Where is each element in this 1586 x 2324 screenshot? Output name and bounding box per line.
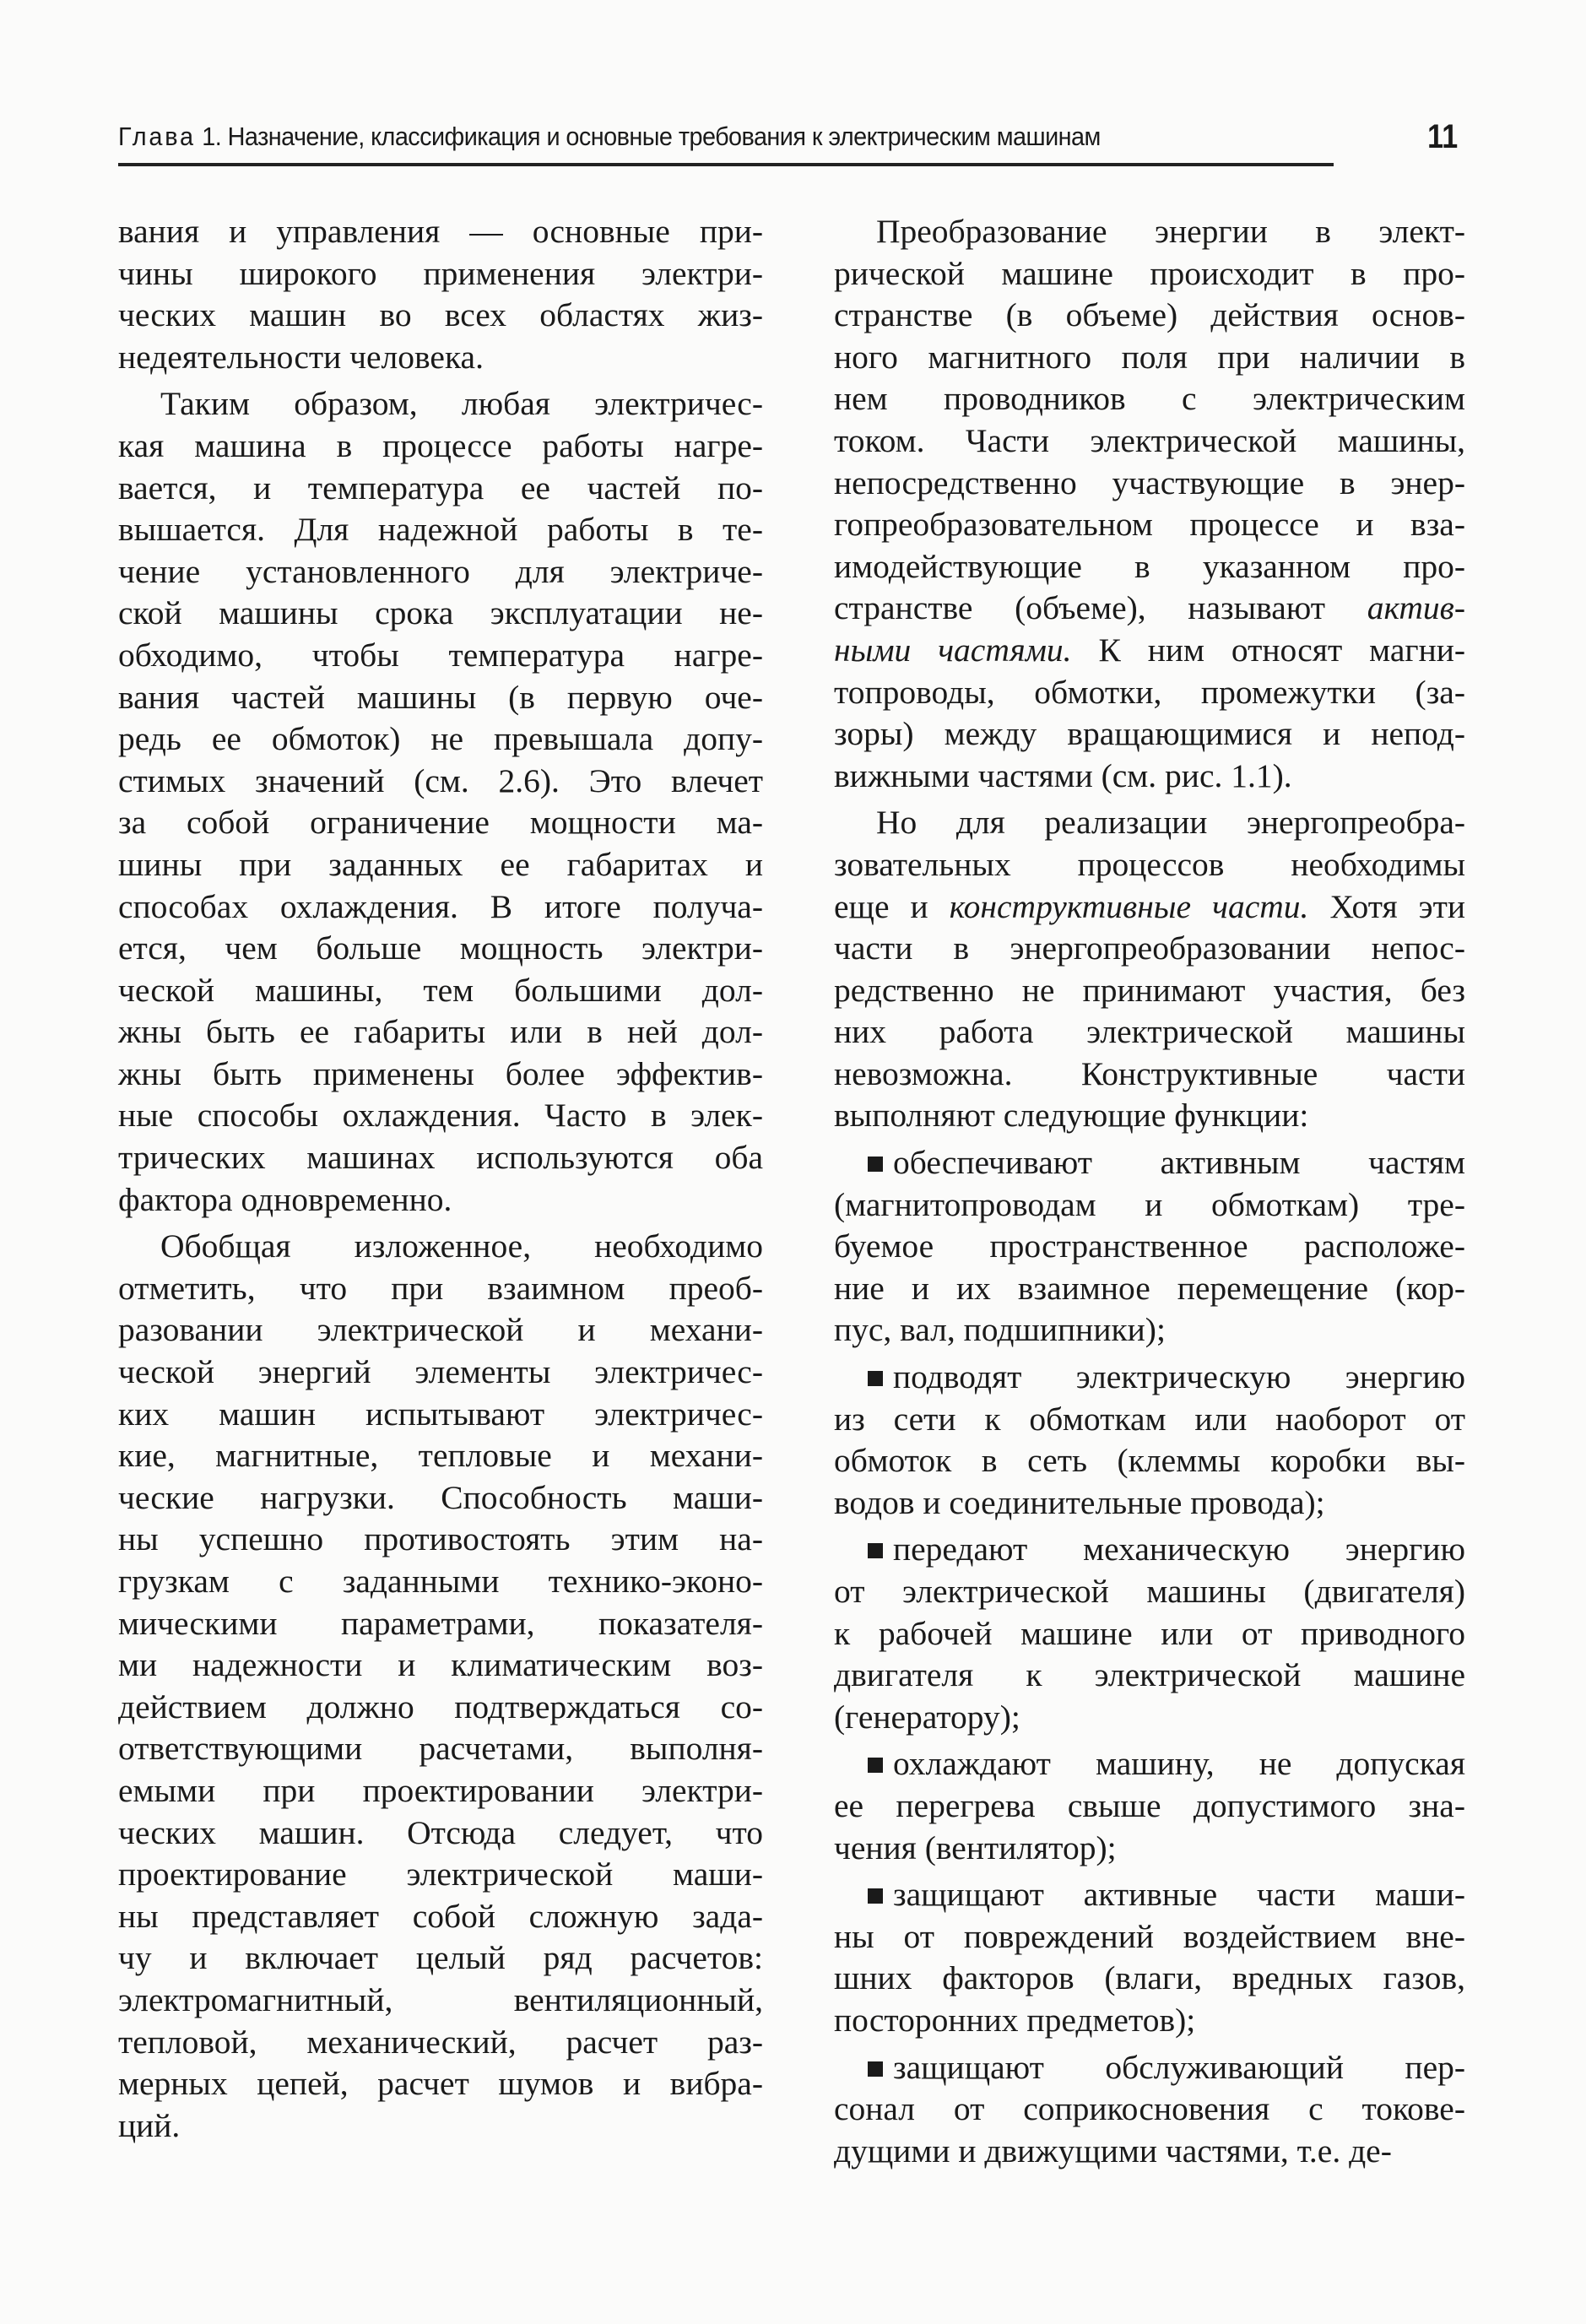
text-line <box>834 1011 1465 1054</box>
text-line <box>118 1519 763 1561</box>
text-run: мерных цепей, расчет шумов и вибра- <box>118 2065 763 2103</box>
text-line <box>834 1399 1465 1441</box>
text-line <box>118 1394 763 1436</box>
text-line <box>118 1854 763 1896</box>
text-run: ее перегрева свыше допустимого зна- <box>834 1786 1465 1824</box>
text-line <box>118 1179 763 1222</box>
text-line <box>834 2000 1465 2042</box>
text-run: топроводы, обмотки, промежутки (за- <box>834 673 1465 711</box>
text-line <box>118 844 763 886</box>
text-run: зоры) между вращающимися и непод- <box>834 715 1465 753</box>
text-run: проектирование электрической маши- <box>118 1855 763 1893</box>
text-run: ответствующими расчетами, выполня- <box>118 1730 763 1768</box>
text-line <box>834 1874 1465 1916</box>
text-run: ми надежности и климатическим воз- <box>118 1646 763 1684</box>
text-line <box>834 1482 1465 1525</box>
text-run: стимых значений (см. 2.6). Это влечет <box>118 761 763 799</box>
text-line <box>118 1937 763 1980</box>
bullet-square-icon <box>868 2061 883 2077</box>
text-line <box>834 756 1465 798</box>
text-run: вижными частями (см. рис. 1.1). <box>834 756 1292 794</box>
text-line <box>834 1226 1465 1268</box>
text-run: Таким образом, любая электричес- <box>160 385 763 423</box>
text-line <box>834 1655 1465 1697</box>
emphasis-term: актив- <box>1367 589 1465 627</box>
text-run: имодействующие в указанном про- <box>834 547 1465 585</box>
text-run: тепловой, механический, расчет раз- <box>118 2023 763 2061</box>
text-run: обеспечивают активным частям <box>893 1144 1465 1182</box>
left-column <box>118 211 763 2152</box>
text-line <box>118 295 763 337</box>
text-run: пус, вал, подшипники); <box>834 1311 1166 1349</box>
text-line <box>834 1697 1465 1739</box>
text-line <box>834 295 1465 337</box>
text-line <box>834 588 1465 630</box>
text-run: обмоток в сеть (клеммы коробки вы- <box>834 1442 1465 1480</box>
text-line <box>118 337 763 379</box>
text-run: ческих машин во всех областях жиз- <box>118 296 763 334</box>
bullet-square-icon <box>868 1758 883 1773</box>
emphasis-term: ными частями. <box>834 631 1072 669</box>
text-run: подводят электрическую энергию <box>893 1358 1465 1396</box>
text-line <box>118 2022 763 2064</box>
text-line <box>834 844 1465 886</box>
text-run: передают механическую энергию <box>893 1530 1465 1568</box>
text-line <box>834 337 1465 379</box>
header-rule <box>118 163 1334 166</box>
chapter-word: Глава <box>118 122 196 151</box>
text-line <box>118 1728 763 1770</box>
text-line <box>118 1435 763 1477</box>
bullet-item <box>834 1142 1465 1352</box>
text-run: отметить, что при взаимном преоб- <box>118 1269 763 1307</box>
text-run: сонал от соприкосновения с токове- <box>834 2090 1465 2128</box>
bullet-item <box>834 1357 1465 1524</box>
text-line <box>834 463 1465 505</box>
text-line <box>118 1561 763 1603</box>
text-line <box>118 551 763 593</box>
text-run: шних факторов (влаги, вредных газов, <box>834 1959 1465 1997</box>
text-line <box>118 2063 763 2105</box>
text-run: ческих машин. Отсюда следует, что <box>118 1813 763 1851</box>
text-line <box>834 504 1465 546</box>
text-line <box>834 1613 1465 1655</box>
bullet-square-icon <box>868 1888 883 1904</box>
text-run: к рабочей машине или от приводного <box>834 1614 1465 1652</box>
text-run: вания частей машины (в первую оче- <box>118 678 763 716</box>
text-run: Преобразование энергии в элект- <box>876 213 1465 250</box>
text-line <box>118 253 763 295</box>
text-line <box>834 2088 1465 2131</box>
text-run: из сети к обмоткам или наоборот от <box>834 1400 1465 1438</box>
text-line <box>118 761 763 803</box>
chapter-title <box>118 122 1101 152</box>
text-run: посторонних предметов); <box>834 2001 1196 2039</box>
text-line <box>834 253 1465 295</box>
text-line <box>118 1980 763 2022</box>
text-line <box>118 2105 763 2148</box>
text-run: ций. <box>118 2106 181 2144</box>
text-line <box>118 1268 763 1310</box>
paragraph <box>118 383 763 1221</box>
text-line <box>118 802 763 844</box>
text-line <box>834 2047 1465 2089</box>
chapter-name: 1. Назначение, классификация и основные требования к электрическим машинам <box>202 122 1101 151</box>
text-line <box>834 802 1465 844</box>
text-run: рической машине происходит в про- <box>834 254 1465 292</box>
text-run: от электрической машины (двигателя) <box>834 1573 1465 1610</box>
text-line <box>834 378 1465 420</box>
paragraph <box>834 211 1465 797</box>
text-line <box>118 1011 763 1054</box>
text-run: чины широкого применения электри- <box>118 254 763 292</box>
text-run: трических машинах используются оба <box>118 1139 763 1177</box>
text-run: гопреобразовательном процессе и вза- <box>834 506 1465 544</box>
text-line <box>118 1687 763 1729</box>
text-line <box>834 211 1465 253</box>
text-run: вышается. Для надежной работы в те- <box>118 511 763 549</box>
text-line <box>834 1743 1465 1785</box>
text-line <box>834 1828 1465 1870</box>
text-run: ческой машины, тем большими дол- <box>118 971 763 1009</box>
text-line <box>118 468 763 510</box>
running-header <box>118 118 1469 169</box>
text-run: способах охлаждения. В итоге получа- <box>118 887 763 925</box>
text-run: ние и их взаимное перемещение (кор- <box>834 1269 1465 1307</box>
text-line <box>118 1603 763 1645</box>
text-line <box>834 1095 1465 1137</box>
text-run: ской машины срока эксплуатации не- <box>118 594 763 632</box>
text-run: жны быть применены более эффектив- <box>118 1054 763 1092</box>
text-line <box>834 1529 1465 1571</box>
text-line <box>834 1268 1465 1310</box>
bullet-item <box>834 2047 1465 2173</box>
text-line <box>834 420 1465 463</box>
text-line <box>834 1309 1465 1352</box>
text-line <box>118 1352 763 1394</box>
text-run: странстве (объеме), называют <box>834 589 1367 627</box>
text-run: еще и <box>834 887 950 925</box>
text-line <box>118 1644 763 1687</box>
text-line <box>118 425 763 468</box>
text-run: Но для реализации энергопреобра- <box>876 804 1465 842</box>
text-line <box>834 886 1465 929</box>
text-run: ческие нагрузки. Способность маши- <box>118 1478 763 1516</box>
bullet-item <box>834 1874 1465 2041</box>
text-run: ется, чем больше мощность электри- <box>118 929 763 967</box>
text-run: буемое пространственное расположе- <box>834 1227 1465 1265</box>
text-run: Обобщая изложенное, необходимо <box>160 1227 763 1265</box>
text-run: (магнитопроводам и обмоткам) тре- <box>834 1185 1465 1223</box>
text-run: них работа электрической машины <box>834 1013 1465 1051</box>
text-run: чение установленного для электриче- <box>118 552 763 590</box>
text-run: дущими и движущими частями, т.е. де- <box>834 2132 1392 2170</box>
text-line <box>834 1440 1465 1482</box>
paragraph <box>834 802 1465 1137</box>
text-run: защищают активные части маши- <box>893 1876 1465 1914</box>
right-column <box>834 211 1465 2177</box>
text-line <box>834 928 1465 970</box>
text-run: охлаждают машину, не допуская <box>893 1745 1465 1783</box>
text-line <box>118 635 763 677</box>
text-run: чу и включает целый ряд расчетов: <box>118 1939 763 1977</box>
text-run: редственно не принимают участия, без <box>834 971 1465 1009</box>
text-run: током. Части электрической машины, <box>834 421 1465 459</box>
text-run: нем проводников с электрическим <box>834 380 1465 418</box>
text-line <box>834 1357 1465 1399</box>
bullet-item <box>834 1529 1465 1738</box>
text-run: ные способы охлаждения. Часто в элек- <box>118 1097 763 1135</box>
text-line <box>834 1571 1465 1613</box>
text-line <box>118 886 763 929</box>
text-run: вается, и температура ее частей по- <box>118 469 763 507</box>
text-run: непосредственно участвующие в энер- <box>834 463 1465 501</box>
text-run: обходимо, чтобы температура нагре- <box>118 636 763 674</box>
text-run: разовании электрической и механи- <box>118 1311 763 1349</box>
emphasis-term: конструктивные части. <box>949 887 1309 925</box>
text-line <box>118 1226 763 1268</box>
text-run: емыми при проектировании электри- <box>118 1771 763 1809</box>
text-line <box>118 1896 763 1938</box>
text-line <box>118 718 763 761</box>
text-run: странстве (в объеме) действия основ- <box>834 296 1465 334</box>
text-line <box>118 928 763 970</box>
paragraph <box>118 211 763 378</box>
text-run: защищают обслуживающий пер- <box>893 2048 1465 2086</box>
text-line <box>118 1770 763 1812</box>
text-line <box>834 1184 1465 1227</box>
bullet-item <box>834 1743 1465 1869</box>
text-run: за собой ограничение мощности ма- <box>118 804 763 842</box>
text-line <box>118 383 763 425</box>
text-run: кая машина в процессе работы нагре- <box>118 426 763 464</box>
text-line <box>118 211 763 253</box>
text-run: ких машин испытывают электричес- <box>118 1395 763 1433</box>
text-run: кие, магнитные, тепловые и механи- <box>118 1437 763 1475</box>
text-line <box>834 1958 1465 2000</box>
text-run: части в энергопреобразовании непос- <box>834 929 1465 967</box>
text-run: Хотя эти <box>1308 887 1466 925</box>
text-run: ческой энергий элементы электричес- <box>118 1353 763 1391</box>
text-run: невозможна. Конструктивные части <box>834 1054 1465 1092</box>
text-run: ны представляет собой сложную зада- <box>118 1897 763 1935</box>
bullet-square-icon <box>868 1543 883 1558</box>
text-line <box>118 1309 763 1352</box>
text-run: выполняют следующие функции: <box>834 1097 1309 1135</box>
text-line <box>118 1477 763 1520</box>
text-line <box>834 1142 1465 1184</box>
text-line <box>834 630 1465 672</box>
text-line <box>118 677 763 719</box>
page-number: 11 <box>1426 118 1458 155</box>
text-run: ны успешно противостоять этим на- <box>118 1520 763 1558</box>
text-line <box>118 1812 763 1855</box>
text-line <box>834 546 1465 588</box>
text-line <box>834 970 1465 1012</box>
text-run: ны от повреждений воздействием вне- <box>834 1917 1465 1955</box>
text-line <box>118 593 763 635</box>
text-run: чения (вентилятор); <box>834 1828 1117 1866</box>
text-line <box>118 1095 763 1137</box>
text-run: водов и соединительные провода); <box>834 1483 1325 1521</box>
text-run: двигателя к электрической машине <box>834 1656 1465 1694</box>
text-run: фактора одновременно. <box>118 1180 452 1218</box>
text-run: электромагнитный, вентиляционный, <box>118 1980 763 2018</box>
text-run: мическими параметрами, показателя- <box>118 1604 763 1642</box>
text-line <box>834 1916 1465 1958</box>
text-line <box>118 1054 763 1096</box>
text-line <box>118 509 763 551</box>
text-line <box>834 672 1465 714</box>
text-run: редь ее обмоток) не превышала допу- <box>118 720 763 758</box>
text-line <box>834 713 1465 756</box>
text-line <box>118 1137 763 1179</box>
text-run: шины при заданных ее габаритах и <box>118 845 763 883</box>
text-run: (генератору); <box>834 1698 1020 1736</box>
bullet-square-icon <box>868 1371 883 1386</box>
text-run: ного магнитного поля при наличии в <box>834 338 1465 376</box>
paragraph <box>118 1226 763 2147</box>
text-line <box>834 2131 1465 2173</box>
text-run: вания и управления — основные при- <box>118 213 763 250</box>
bullet-square-icon <box>868 1157 883 1172</box>
text-line <box>834 1785 1465 1828</box>
text-run: действием должно подтверждаться со- <box>118 1687 763 1725</box>
text-run: грузкам с заданными технико-эконо- <box>118 1563 763 1600</box>
text-line <box>834 1054 1465 1096</box>
text-run: жны быть ее габариты или в ней дол- <box>118 1013 763 1051</box>
text-line <box>118 970 763 1012</box>
text-run: К ним относят магни- <box>1071 631 1465 669</box>
text-run: зовательных процессов необходимы <box>834 845 1465 883</box>
text-run: недеятельности человека. <box>118 338 484 376</box>
